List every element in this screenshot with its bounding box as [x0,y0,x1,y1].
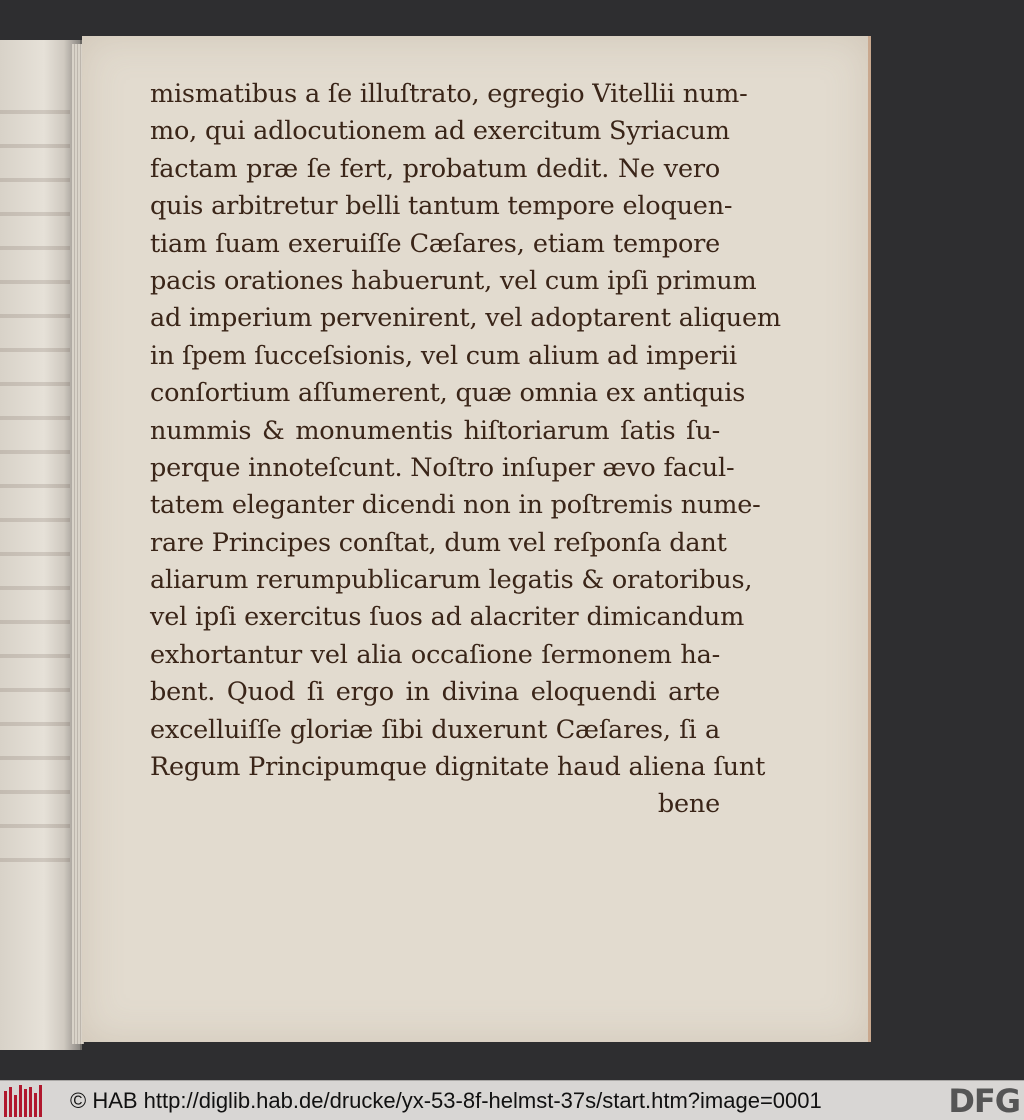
text-line: nummis & monumentis hiſtoriarum ſatis ſu- [150,415,720,446]
page-text [150,76,781,823]
text-line: vel ipſi exercitus ſuos ad alacriter dimicandum [150,602,745,633]
text-line: mo, qui adlocutionem ad exercitum Syriacum [150,116,730,147]
book-page [82,36,871,1042]
left-page-edge [0,40,82,1050]
text-line: bent. Quod ſi ergo in divina eloquendi arte [150,677,720,708]
text-line: excelluiſſe gloriæ ſibi duxerunt Cæſares, ſi a [150,714,720,745]
text-line: tiam ſuam exeruiſſe Cæſares, etiam tempore [150,228,720,259]
text-line: exhortantur vel alia occaſione ſermonem ha- [150,639,720,670]
text-line: factam præ ſe fert, probatum dedit. Ne vero [150,153,720,184]
left-page-bleed-through [0,100,70,880]
text-line: mismatibus a ſe illuſtrato, egregio Vitellii num- [150,79,748,109]
text-line: pacis orationes habuerunt, vel cum ipſi primum [150,265,757,296]
text-line: conſortium aſſumerent, quæ omnia ex antiquis [150,378,746,409]
credit-footer [0,1080,1024,1120]
catchword: bene [657,789,720,820]
text-line: in ſpem ſucceſsionis, vel cum alium ad imperii [150,340,737,371]
text-line: rare Principes conſtat, dum vel reſponſa dant [150,527,727,558]
text-line: tatem eleganter dicendi non in poſtremis nume- [150,490,761,521]
text-line: ad imperium pervenirent, vel adoptarent aliquem [150,303,781,334]
text-line: aliarum rerumpublicarum legatis & oratoribus, [150,565,753,596]
text-line: perque innoteſcunt. Noſtro inſuper ævo facul- [150,452,735,483]
dfg-logo: DFG [948,1082,1020,1120]
credit-link[interactable]: © HAB http://diglib.hab.de/drucke/yx-53-8f-helmst-37s/start.htm?image=0001 [70,1088,822,1113]
text-line: Regum Principumque dignitate haud aliena ſunt [150,752,766,783]
text-line: quis arbitretur belli tantum tempore eloquen- [150,191,733,222]
hab-barcode-logo-icon [4,1085,48,1117]
